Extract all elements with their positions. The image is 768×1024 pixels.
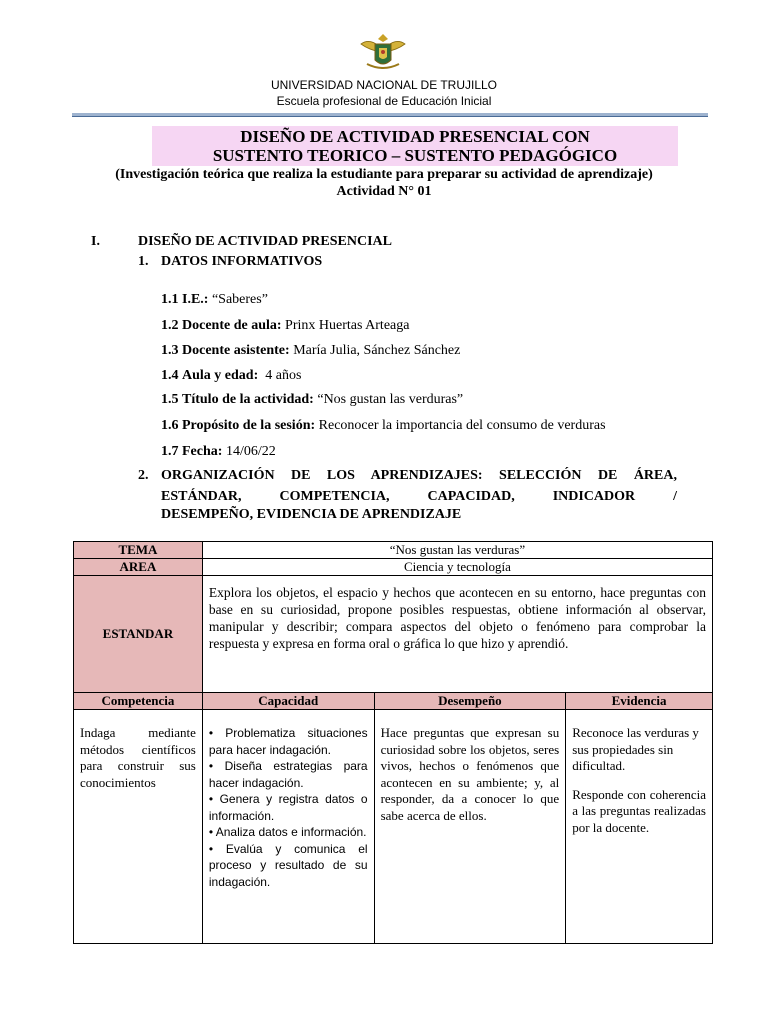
desempeno-cell xyxy=(374,710,566,944)
subsection-2-line-3: DESEMPEÑO, EVIDENCIA DE APRENDIZAJE xyxy=(161,507,462,522)
info-item-proposito: 1.6 Propósito de la sesión: Reconocer la importancia del consumo de verduras xyxy=(161,418,606,433)
area-label: AREA xyxy=(74,559,203,576)
evidencia-text-2: Responde con coherencia a las preguntas realizadas por la docente. xyxy=(572,786,706,835)
title-line-2: SUSTENTO TEORICO – SUSTENTO PEDAGÓGICO xyxy=(212,146,618,165)
competencia-cell xyxy=(74,710,203,944)
info-item-ie: 1.1 I.E.: “Saberes” xyxy=(161,292,268,307)
capacidad-item: • Analiza datos e información. xyxy=(208,825,367,839)
evidencia-cell xyxy=(566,710,713,944)
estandar-text: Explora los objetos, el espacio y hechos que acontecen en su entorno, hace preguntas con base en su curiosidad, propone posibles respuestas, obtiene información al observar, manipular y describir; compara aspectos del objeto o fenómeno para comprobar la respuesta y expresa en forma oral o gráfica lo que hizo y aprendió. xyxy=(202,576,712,693)
subsection-2-number: 2. xyxy=(138,468,149,483)
section-numeral: I. xyxy=(91,234,100,249)
university-name: UNIVERSIDAD NACIONAL DE TRUJILLO xyxy=(270,78,498,92)
info-item-aula: 1.4 Aula y edad: 4 años xyxy=(161,368,302,383)
competencia-text: Indaga mediante métodos científicos para construir sus conocimientos xyxy=(80,725,196,790)
section-heading: DISEÑO DE ACTIVIDAD PRESENCIAL xyxy=(138,234,392,249)
capacidad-cell xyxy=(202,710,374,944)
capacidad-item: • Diseña estrategias para hacer indagación. xyxy=(208,759,368,790)
estandar-label: ESTANDAR xyxy=(74,576,203,693)
evidencia-text-1: Reconoce las verduras y sus propiedades sin dificultad. xyxy=(572,725,699,773)
column-header-evidencia: Evidencia xyxy=(566,693,713,710)
info-item-titulo: 1.5 Título de la actividad: “Nos gustan las verduras” xyxy=(161,392,464,407)
subsection-1-heading: DATOS INFORMATIVOS xyxy=(161,254,323,269)
subsection-1-number: 1. xyxy=(138,254,149,269)
tema-label: TEMA xyxy=(74,542,203,559)
subsection-2-line-2: ESTÁNDAR, COMPETENCIA, CAPACIDAD, INDICADOR / xyxy=(161,489,677,504)
evidencia-spacer xyxy=(572,775,706,787)
info-item-asistente: 1.3 Docente asistente: María Julia, Sánchez Sánchez xyxy=(161,343,461,358)
area-value: Ciencia y tecnología xyxy=(202,559,712,576)
column-header-competencia: Competencia xyxy=(74,693,203,710)
title-line-1: DISEÑO DE ACTIVIDAD PRESENCIAL CON xyxy=(240,127,590,146)
info-item-docente: 1.2 Docente de aula: Prinx Huertas Arteaga xyxy=(161,318,410,333)
tema-value: “Nos gustan las verduras” xyxy=(202,542,712,559)
header-divider xyxy=(72,113,708,117)
desempeno-text: Hace preguntas que expresan su curiosidad sobre los objetos, seres vivos, hechos o fenómenos que acontecen en su ambiente; y, al responder, da a conocer lo que sabe acerca de ellos. xyxy=(380,725,560,823)
subtitle: (Investigación teórica que realiza la estudiante para preparar su actividad de aprendizaje) xyxy=(115,167,653,182)
capacidad-item: • Problematiza situaciones para hacer indagación. xyxy=(208,726,368,757)
school-name: Escuela profesional de Educación Inicial xyxy=(276,94,492,108)
activity-number: Actividad N° 01 xyxy=(336,184,432,199)
info-item-fecha: 1.7 Fecha: 14/06/22 xyxy=(161,444,276,459)
capacidad-item: • Evalúa y comunica el proceso y resultado de su indagación. xyxy=(208,841,368,889)
column-header-desempeno: Desempeño xyxy=(374,693,566,710)
learning-organization-table xyxy=(73,541,713,944)
title-box xyxy=(152,126,678,166)
university-crest-icon xyxy=(355,30,411,74)
subsection-2-line-1: ORGANIZACIÓN DE LOS APRENDIZAJES: SELECCIÓN DE ÁREA, xyxy=(161,468,677,483)
capacidad-item: • Genera y registra datos o información. xyxy=(208,792,368,823)
column-header-capacidad: Capacidad xyxy=(202,693,374,710)
